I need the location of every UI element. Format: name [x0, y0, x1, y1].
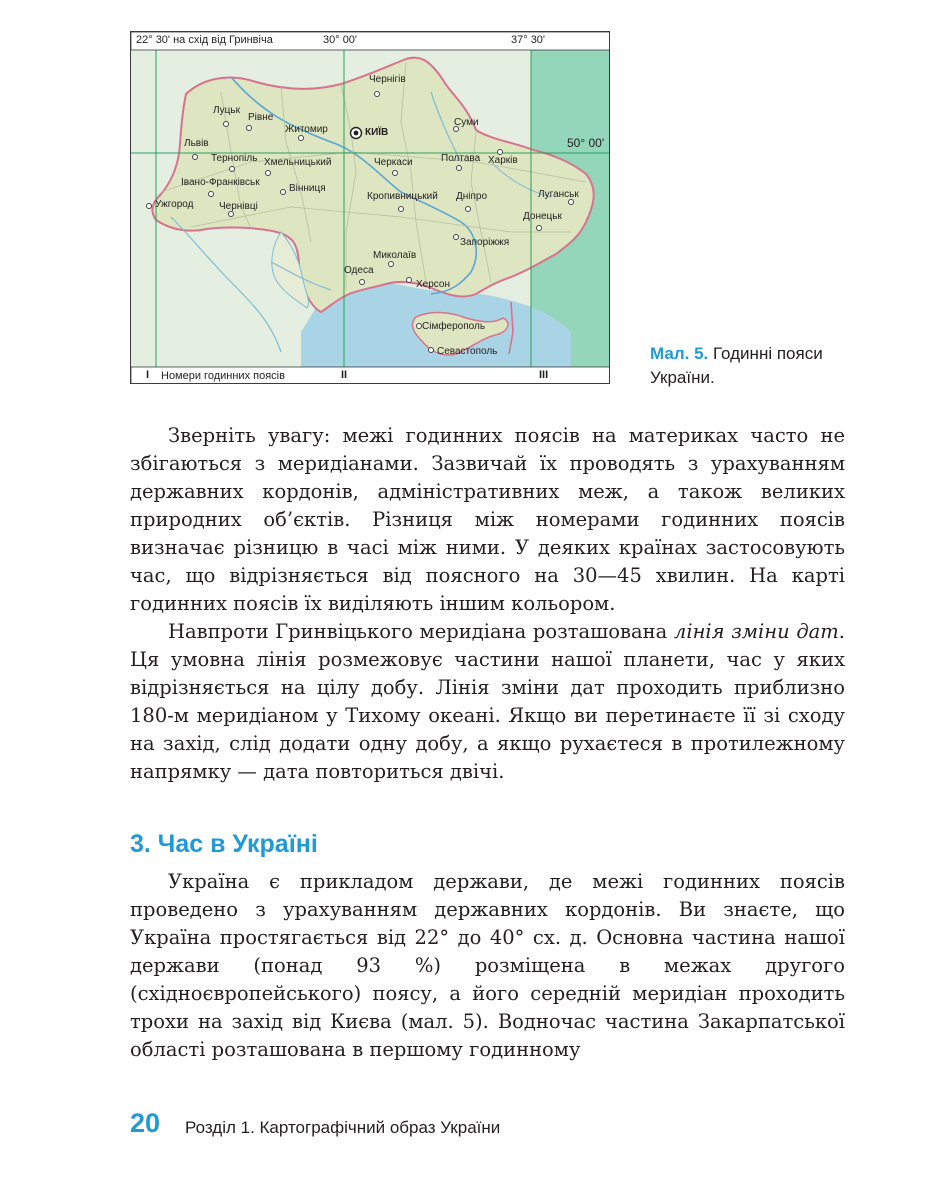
- figure-caption: [650, 342, 850, 390]
- city-odesa: Одеса: [344, 265, 374, 276]
- city-simferopol: Сімферополь: [422, 321, 486, 332]
- city-rivne: Рівне: [248, 112, 274, 123]
- body-text-block-1: [130, 422, 845, 786]
- city-zaporizhzhia: Запоріжжя: [460, 237, 510, 248]
- paragraph-date-line: [130, 618, 845, 786]
- zone-legend-label: Номери годинних поясів: [161, 370, 285, 382]
- date-line-term: лінія зміни дат: [673, 620, 839, 643]
- zone-number-2: II: [341, 369, 348, 381]
- city-kharkiv: Харків: [488, 155, 518, 166]
- city-ivano-frankivsk: Івано-Франківськ: [181, 177, 260, 188]
- city-sevastopol: Севастополь: [437, 346, 498, 357]
- figure-caption-text: Годинні пояси України.: [650, 344, 823, 387]
- city-luhansk: Луганськ: [538, 189, 579, 200]
- city-mykolaiv: Миколаїв: [373, 250, 417, 261]
- time-zones-map: [130, 31, 610, 384]
- city-sumy: Суми: [454, 117, 479, 128]
- paragraph-date-line-rest: . Ця умовна лінія розмежовує частини нашої планети, час у яких відрізняється на цілу добу. Лінія зміни дат проходить приблизно 180-м меридіаном у Тихому океані. Якщо ви перетинаєте її зі сходу на захід, слід додати одну добу, а якщо рухаєтеся в протилежному напрямку — дата повториться двічі.: [130, 620, 845, 783]
- city-zhytomyr: Житомир: [285, 124, 328, 135]
- figure-caption-number: Мал. 5.: [650, 344, 709, 363]
- city-lutsk: Луцьк: [213, 105, 240, 116]
- city-kherson: Херсон: [416, 279, 450, 290]
- capital-star-icon: [351, 128, 362, 139]
- city-dnipro: Дніпро: [456, 191, 488, 202]
- city-uzhhorod: Ужгород: [155, 199, 194, 210]
- city-kropyvnytskyi: Кропивницький: [367, 191, 438, 202]
- city-ternopil: Тернопіль: [211, 153, 258, 164]
- city-vinnytsia: Вінниця: [289, 183, 326, 194]
- parallel-label-50: 50° 00': [567, 136, 605, 150]
- section-heading: 3. Час в Україні: [130, 830, 318, 858]
- page-footer: [130, 1108, 501, 1139]
- zone-number-3: III: [539, 369, 549, 381]
- paragraph-date-line-start: Навпроти Гринвіцького меридіана розташована: [168, 620, 674, 643]
- city-kyiv: КИЇВ: [365, 127, 389, 138]
- city-khmelnytskyi: Хмельницький: [264, 157, 332, 168]
- paragraph-time-in-ukraine: Україна є прикладом держави, де межі годинних поясів проведено з урахуванням державних кордонів. Ви знаєте, що Україна простягається від 22° до 40° сх. д. Основна частина нашої держави (понад 93 %) розміщена в межах другого (східноєвропейського) поясу, а його середній меридіан проходить трохи на захід від Києва (мал. 5). Водночас частина Закарпатської області розташована в першому годинному: [130, 870, 845, 1061]
- zone-number-1: I: [146, 369, 150, 381]
- chapter-title: Розділ 1. Картографічний образ України: [185, 1118, 501, 1137]
- page-number: 20: [130, 1108, 161, 1138]
- city-lviv: Львів: [184, 138, 209, 149]
- meridian-label-37-30: 37° 30': [511, 34, 546, 46]
- city-poltava: Полтава: [441, 153, 481, 164]
- paragraph-time-zone-borders: Зверніть увагу: межі годинних поясів на материках часто не збігаються з меридіанами. Зазвичай їх проводять з урахуванням державних кордонів, адміністративних меж, а також великих природних об’єктів. Різниця між номерами годинних поясів визначає різницю в часі між ними. У деяких країнах застосовують час, що відрізняється від поясного на 30—45 хвилин. На карті годинних поясів їх виділяють іншим кольором.: [130, 424, 845, 615]
- city-donetsk: Донецьк: [523, 211, 562, 222]
- meridian-label-30: 30° 00': [323, 34, 358, 46]
- city-chernihiv: Чернігів: [369, 74, 406, 85]
- city-cherkasy: Черкаси: [374, 157, 413, 168]
- meridian-label-west: 22° 30' на схід від Гринвіча: [136, 34, 273, 46]
- body-text-block-2: [130, 868, 845, 1064]
- city-chernivtsi: Чернівці: [219, 201, 258, 212]
